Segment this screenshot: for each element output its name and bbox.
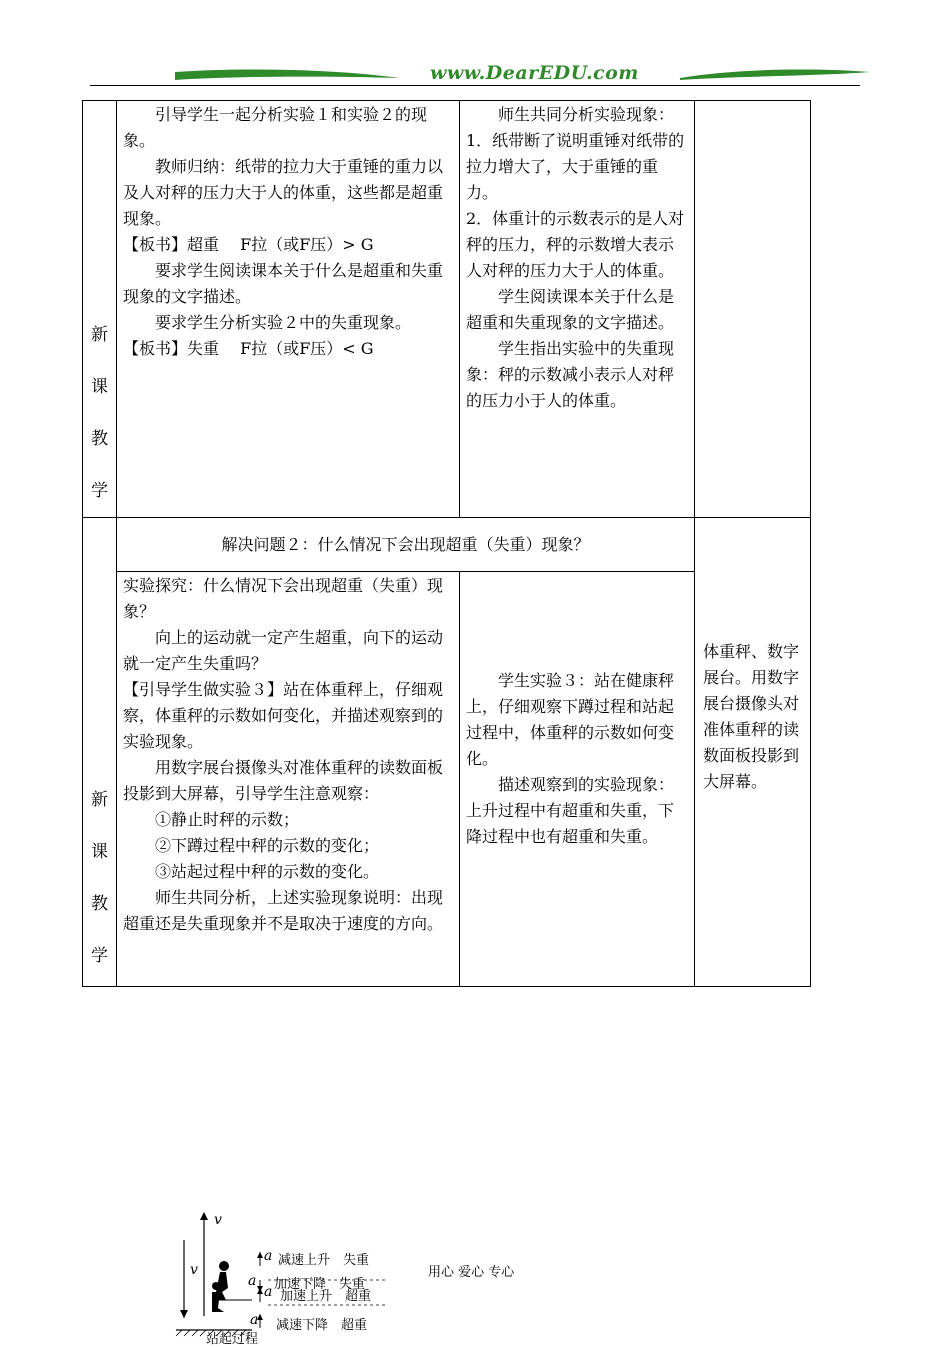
student-activity-cell (460, 101, 695, 518)
side-char: 学 (91, 946, 108, 966)
list-item: ③站起过程中秤的示数的变化。 (155, 862, 380, 881)
board-note: 【板书】超重 F拉（或F压）> G (123, 235, 374, 254)
paragraph: 学生实验３：站在健康秤上，仔细观察下蹲过程和站起过程中，体重秤的示数如何变化。 (466, 671, 675, 768)
paragraph: 1．纸带断了说明重锤对纸带的拉力增大了，大于重锤的重力。 (466, 131, 685, 202)
right-swoosh-decoration (680, 66, 870, 84)
page-header (90, 58, 860, 92)
paragraph: 要求学生分析实验２中的失重现象。 (155, 313, 412, 332)
paragraph: 描述观察到的实验现象：上升过程中有超重和失重，下降过程中也有超重和失重。 (466, 775, 675, 846)
paragraph: 学生指出实验中的失重现象：秤的示数减小表示人对秤的压力小于人的体重。 (466, 339, 675, 410)
teacher-activity-cell (117, 101, 460, 518)
side-label-cell (83, 518, 117, 987)
paragraph: 用数字展台摄像头对准体重秤的读数面板投影到大屏幕，引导学生注意观察： (123, 758, 444, 803)
phase-label: 减速下降 超重 (276, 1318, 368, 1333)
list-item: ②下蹲过程中秤的示数的变化； (155, 836, 380, 855)
phase-label: 加速上升 超重 (280, 1289, 372, 1304)
problem-heading-cell: 解决问题２：什么情况下会出现超重（失重）现象？ (117, 518, 695, 572)
velocity-label-down: v (190, 1262, 198, 1278)
side-char: 新 (91, 325, 108, 345)
acceleration-label: a (248, 1273, 257, 1289)
paragraph: 要求学生阅读课本关于什么是超重和失重现象的文字描述。 (123, 261, 444, 306)
diagram-caption: 站起过程 (206, 1332, 259, 1347)
media-cell: 体重秤、数字展台。用数字展台摄像头对准体重秤的读数面板投影到大屏幕。 (695, 518, 811, 987)
velocity-label-up: v (214, 1212, 222, 1228)
lesson-table (82, 100, 811, 987)
side-char: 教 (91, 894, 108, 914)
side-char: 课 (91, 842, 108, 862)
acceleration-label: a (250, 1312, 259, 1328)
media-cell (695, 101, 811, 518)
acceleration-label: a (264, 1284, 273, 1300)
paragraph: 向上的运动就一定产生超重，向下的运动就一定产生失重吗？ (123, 628, 444, 673)
header-rule (90, 85, 860, 86)
paragraph: 师生共同分析实验现象： (498, 105, 675, 124)
phase-label: 减速上升 失重 (278, 1253, 370, 1268)
side-char: 课 (91, 377, 108, 397)
paragraph: 2．体重计的示数表示的是人对秤的压力，秤的示数增大表示人对秤的压力大于人的体重。 (466, 209, 685, 280)
acceleration-label: a (264, 1248, 273, 1264)
side-char: 学 (91, 481, 108, 501)
paragraph: 学生阅读课本关于什么是超重和失重现象的文字描述。 (466, 287, 675, 332)
table-row (83, 518, 811, 572)
paragraph: 引导学生一起分析实验１和实验２的现象。 (123, 105, 428, 150)
paragraph: 师生共同分析，上述实验现象说明：出现超重还是失重现象并不是取决于速度的方向。 (123, 888, 444, 933)
motion-diagram (172, 1208, 412, 1347)
footer-motto: 用心 爱心 专心 (428, 1265, 515, 1280)
table-row (83, 101, 811, 518)
student-activity-cell (460, 572, 695, 987)
paragraph: 实验探究：什么情况下会出现超重（失重）现象？ (123, 576, 444, 621)
left-swoosh-decoration (175, 66, 400, 84)
side-label-cell (83, 101, 117, 518)
list-item: ①静止时秤的示数； (155, 810, 300, 829)
site-logo: www.DearEDU.com (430, 62, 639, 84)
phase-label: 加速下降 失重 (274, 1277, 366, 1292)
side-char: 教 (91, 429, 108, 449)
side-char: 新 (91, 790, 108, 810)
teacher-activity-cell (117, 572, 460, 987)
paragraph: 【引导学生做实验３】站在体重秤上，仔细观察，体重秤的示数如何变化，并描述观察到的实验现象。 (123, 680, 444, 751)
paragraph: 教师归纳：纸带的拉力大于重锤的重力以及人对秤的压力大于人的体重，这些都是超重现象。 (123, 157, 444, 228)
board-note: 【板书】失重 F拉（或F压）< G (123, 339, 374, 358)
